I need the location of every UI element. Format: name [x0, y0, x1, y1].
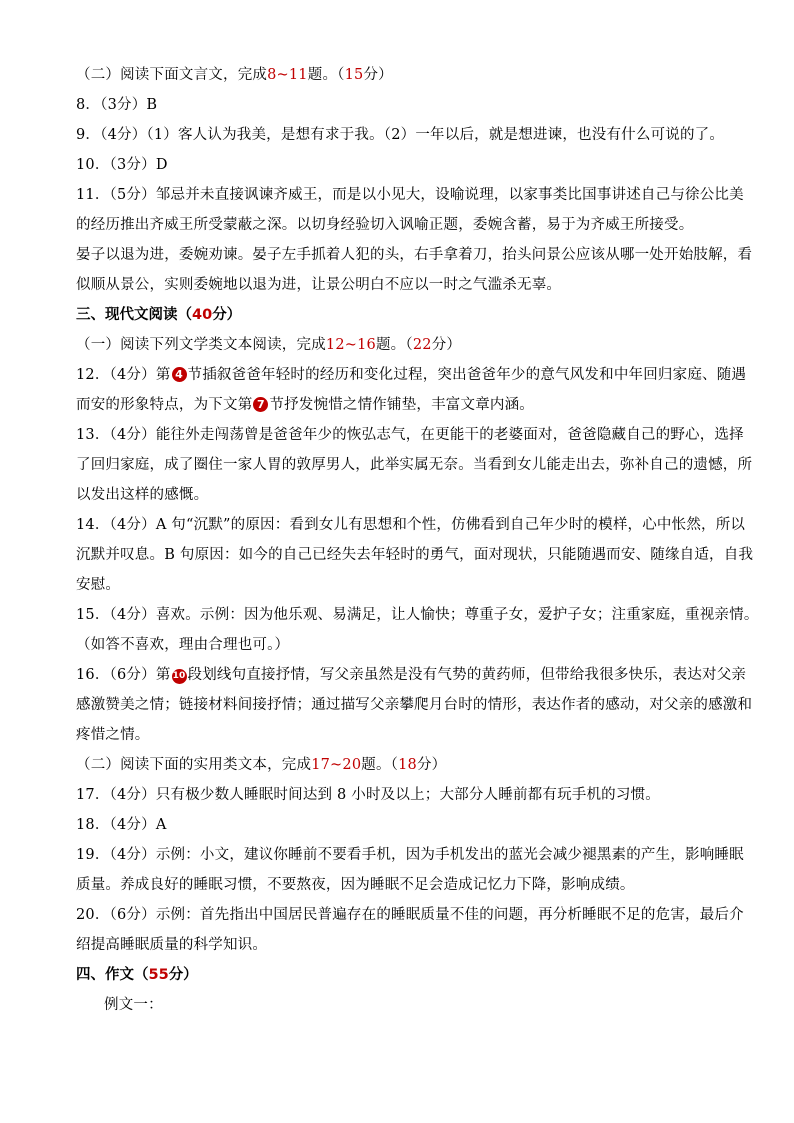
sample-essay-label: 例文一：: [104, 997, 163, 1013]
answer-q10: 10．（3分）D: [76, 157, 168, 173]
answer-q17: 17．（4分）只有极少数人睡眠时间达到 8 小时及以上；大部分人睡前都有玩手机的习惯。: [76, 787, 660, 803]
answer-q8: 8．（3分）B: [76, 97, 158, 113]
answer-document: [76, 60, 759, 1020]
answer-q14: 14．（4分）A 句“沉默”的原因：看到女儿有思想和个性，仿佛看到自己年少时的模样，心中怅然，所以 沉默并叹息。B 句原因：如今的自己已经失去年轻时的勇气，面对现状，只能随遇而安、随缘自适，自我 安慰。: [76, 517, 754, 593]
answer-q12: 12．（4分）第 4 节插叙爸爸年轻时的经历和变化过程，突出爸爸年少的意气风发和中年回归家庭、随遇 而安的形象特点，为下文第 7 节抒发惋惜之情作铺垫，丰富文章内涵。: [76, 367, 747, 413]
answer-q11: 11．（5分）邹忌并未直接讽谏齐威王，而是以小见大，设喻说理，以家事类比国事讲述自己与徐公比美 的经历推出齐威王所受蒙蔽之深。以切身经验切入讽喻正题，委婉含蓄，易于为齐威王所接受。 晏子以退为进，委婉劝谏。晏子左手抓着人犯的头，右手拿着刀，抬头问景公应该从哪一处开始肢解，看 似顺从景公，实则委婉地以退为进，让景公明白不应以一时之气滥杀无辜。: [76, 187, 753, 293]
circled-number-7: 7: [253, 397, 268, 412]
literary-section-intro: （一）阅读下列文学类文本阅读，完成12~16题。（22分）: [76, 337, 462, 353]
answer-q19: 19．（4分）示例：小文，建议你睡前不要看手机，因为手机发出的蓝光会减少褪黑素的产生，影响睡眠 质量。养成良好的睡眠习惯，不要熬夜，因为睡眠不足会造成记忆力下降，影响成绩。: [76, 847, 744, 893]
answer-q18: 18．（4分）A: [76, 817, 167, 833]
answer-q15: 15．（4分）喜欢。示例：因为他乐观、易满足，让人愉快；尊重子女，爱护子女；注重家庭，重视亲情。 （如答不喜欢，理由合理也可。）: [76, 607, 759, 653]
section-heading-composition: 四、作文（55分）: [76, 967, 198, 983]
circled-number-4: 4: [172, 367, 187, 382]
answer-q9: 9．（4分）（1）客人认为我美，是想有求于我。（2）一年以后，就是想进谏，也没有什么可说的了。: [76, 127, 725, 143]
classical-section-intro: （二）阅读下面文言文，完成8~11题。（15分）: [76, 67, 393, 83]
answer-q16: 16．（6分）第 10 段划线句直接抒情，写父亲虽然是没有气势的黄药师，但带给我很多快乐，表达对父亲 感激赞美之情；链接材料间接抒情；通过描写父亲攀爬月台时的情形，表达作者的感动，对父亲的感激和 疼惜之情。: [76, 667, 753, 743]
practical-section-intro: （二）阅读下面的实用类文本，完成17~20题。（18分）: [76, 757, 447, 773]
section-heading-modern-reading: 三、现代文阅读（40分）: [76, 307, 242, 323]
answer-q13: 13．（4分）能往外走闯荡曾是爸爸年少的恢弘志气，在更能干的老婆面对，爸爸隐藏自己的野心，选择 了回归家庭，成了圈住一家人胃的敦厚男人，此举实属无奈。当看到女儿能走出去，弥补自己的遗憾，所 以发出这样的感慨。: [76, 427, 753, 503]
circled-number-10: 10: [172, 669, 187, 684]
answer-q20: 20．（6分）示例：首先指出中国居民普遍存在的睡眠质量不佳的问题，再分析睡眠不足的危害，最后介 绍提高睡眠质量的科学知识。: [76, 907, 744, 953]
